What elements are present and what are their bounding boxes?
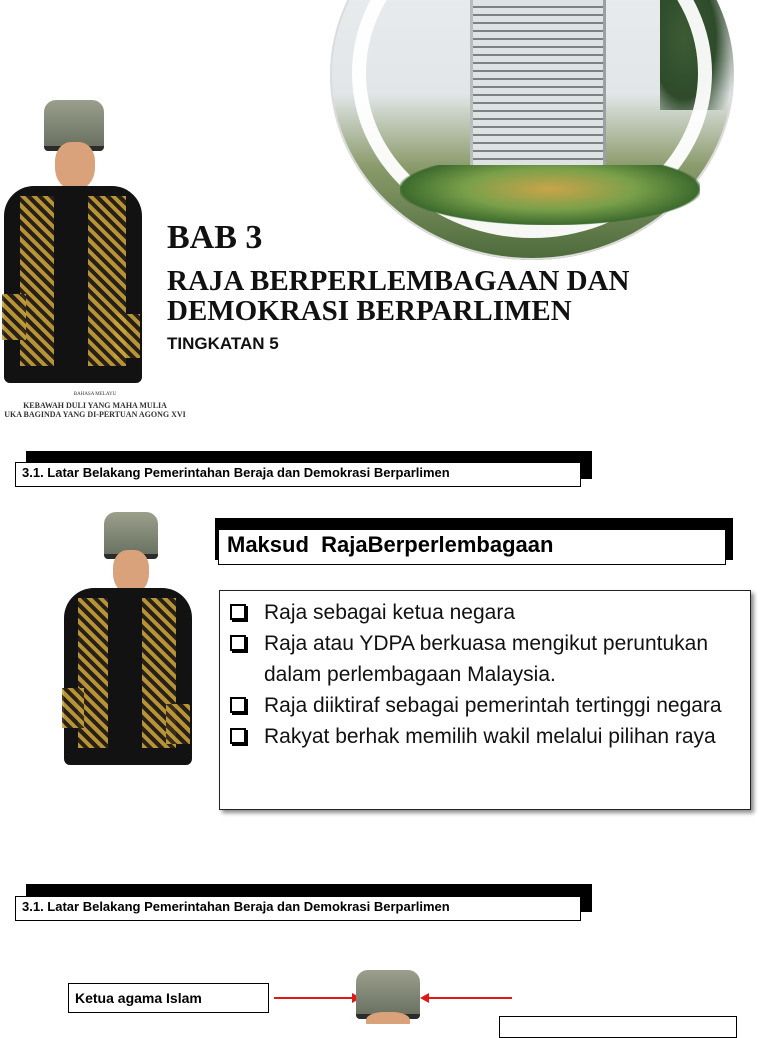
section-header-2: 3.1. Latar Belakang Pemerintahan Beraja dan Demokrasi Berparlimen [15,896,581,921]
caption-small: BAHASA MELAYU [73,392,117,397]
checkbox-icon [230,697,246,713]
point-text: Raja diiktiraf sebagai pemerintah tertinggi negara [264,694,722,717]
point-text: Raja atau YDPA berkuasa mengikut peruntukan dalam perlembagaan Malaysia. [264,632,709,686]
portrait-caption [0,392,190,419]
king-portrait-medium [60,510,195,765]
chapter-title: RAJA BERPERLEMBAGAAN DAN DEMOKRASI BERPARLIMEN [167,265,630,327]
parliament-lawn [400,165,700,225]
caption-line-1: KEBAWAH DULI YANG MAHA MULIA [23,401,167,410]
parliament-tower [470,0,606,180]
arrow-right-line [274,997,356,999]
definition-points-box [219,590,751,810]
definition-points-list [230,597,742,752]
role-label-box: Ketua agama Islam [68,983,269,1013]
point-item [230,690,742,721]
checkbox-icon [230,635,246,651]
point-text: Raja sebagai ketua negara [264,601,516,624]
section-header: 3.1. Latar Belakang Pemerintahan Beraja dan Demokrasi Berparlimen [15,462,581,487]
point-item [230,597,742,628]
point-item [230,628,742,690]
point-text: Rakyat berhak memilih wakil melalui pilihan raya [264,725,716,748]
king-portrait-large [0,98,145,383]
point-item [230,721,742,752]
checkbox-icon [230,728,246,744]
king-portrait-small [350,966,426,1024]
chapter-heading: BAB 3 [167,219,263,256]
arrow-left-line [428,997,512,999]
caption-line-2: UKA BAGINDA YANG DI-PERTUAN AGONG XVI [4,410,186,419]
form-level: TINGKATAN 5 [167,334,279,353]
checkbox-icon [230,604,246,620]
definition-header: Maksud RajaBerperlembagaan [218,529,726,565]
role-box-right [499,1016,737,1038]
